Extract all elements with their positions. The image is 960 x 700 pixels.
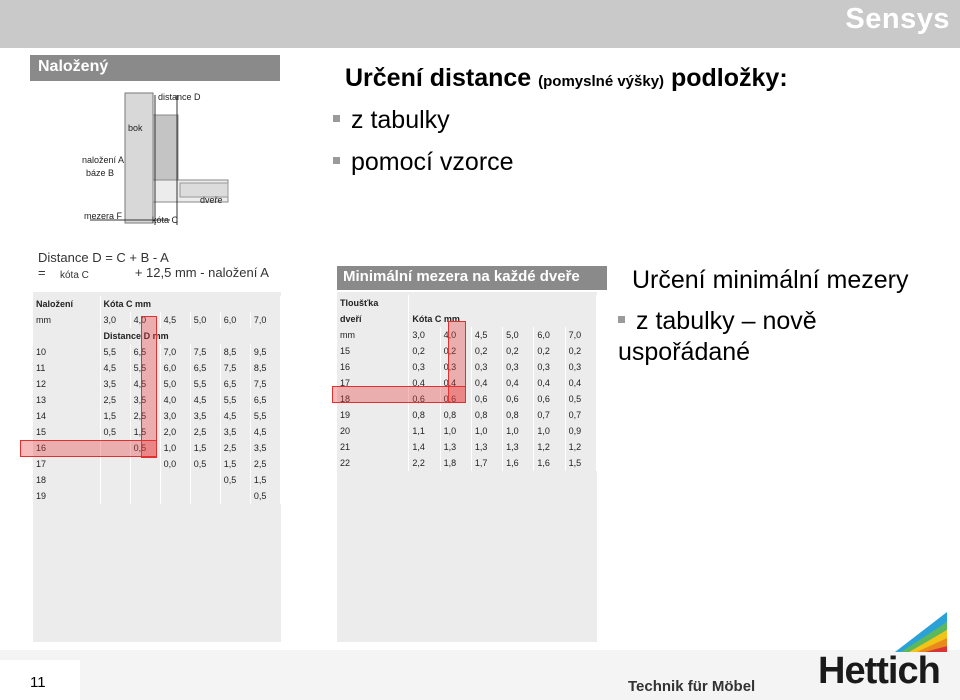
table-cell: 0,2 bbox=[503, 343, 534, 359]
table-cell: 0,6 bbox=[534, 391, 565, 407]
table-row bbox=[337, 439, 597, 455]
table-cell: 16 bbox=[33, 440, 100, 456]
table-cell: 0,6 bbox=[440, 391, 471, 407]
right-table-heading bbox=[337, 266, 607, 290]
label-dvere: dveře bbox=[200, 195, 223, 205]
column-header: dveří bbox=[337, 311, 409, 327]
table-cell: 1,6 bbox=[503, 455, 534, 471]
table-cell: 22 bbox=[337, 455, 409, 471]
table-cell: 6,5 bbox=[130, 344, 160, 360]
column-header: 7,0 bbox=[250, 312, 280, 328]
bullet-text: z tabulky – nově bbox=[636, 307, 817, 335]
table-cell: 6,0 bbox=[160, 360, 190, 376]
column-header: 3,0 bbox=[409, 327, 440, 343]
table-cell: 1,3 bbox=[471, 439, 502, 455]
hinge-diagram bbox=[30, 55, 280, 230]
column-header: 4,0 bbox=[440, 327, 471, 343]
table-cell: 1,0 bbox=[503, 423, 534, 439]
table-header-row bbox=[337, 311, 597, 327]
table-cell: 0,3 bbox=[534, 359, 565, 375]
table-cell: 0,5 bbox=[250, 488, 280, 504]
table-cell: 1,0 bbox=[534, 423, 565, 439]
table-cell: 1,2 bbox=[565, 439, 596, 455]
table-cell: 6,5 bbox=[190, 360, 220, 376]
table-cell: 15 bbox=[337, 343, 409, 359]
table-cell: 0,5 bbox=[100, 424, 130, 440]
table-cell bbox=[100, 488, 130, 504]
table-row bbox=[33, 488, 281, 504]
formula-eq: = bbox=[38, 265, 46, 280]
column-header: Naložení bbox=[33, 296, 100, 312]
column-header: 3,0 bbox=[100, 312, 130, 328]
column-header: 6,0 bbox=[534, 327, 565, 343]
table-cell: 5,5 bbox=[250, 408, 280, 424]
column-header: 6,0 bbox=[220, 312, 250, 328]
footer-tagline: Technik für Möbel bbox=[628, 678, 756, 695]
bullet-item bbox=[333, 148, 514, 177]
table-cell: 17 bbox=[337, 375, 409, 391]
brand-label: Sensys bbox=[845, 3, 950, 35]
slide-title bbox=[345, 64, 788, 93]
bullet-item bbox=[333, 106, 450, 135]
table-cell: 0,3 bbox=[409, 359, 440, 375]
table-cell: 0,2 bbox=[471, 343, 502, 359]
table-cell: 1,7 bbox=[471, 455, 502, 471]
table-cell bbox=[130, 472, 160, 488]
table-row bbox=[337, 455, 597, 471]
table-cell: 9,5 bbox=[250, 344, 280, 360]
table-cell: 1,3 bbox=[440, 439, 471, 455]
table-cell: 5,5 bbox=[100, 344, 130, 360]
table-cell: 18 bbox=[337, 391, 409, 407]
table-cell: 0,2 bbox=[440, 343, 471, 359]
table-cell: 0,8 bbox=[409, 407, 440, 423]
table-cell: 0,6 bbox=[471, 391, 502, 407]
table-cell: 15 bbox=[33, 424, 100, 440]
table-cell: 1,4 bbox=[409, 439, 440, 455]
highlight-row bbox=[20, 440, 157, 457]
hettich-logo: Hettich bbox=[818, 650, 940, 692]
page-number: 11 bbox=[30, 674, 46, 691]
table-cell: 0,3 bbox=[471, 359, 502, 375]
table-cell: 1,1 bbox=[409, 423, 440, 439]
column-header: Distance D mm bbox=[100, 328, 280, 344]
label-bok: bok bbox=[128, 123, 143, 133]
table-cell: 0,7 bbox=[534, 407, 565, 423]
table-cell: 16 bbox=[337, 359, 409, 375]
table-cell: 4,5 bbox=[190, 392, 220, 408]
table-cell: 0,6 bbox=[503, 391, 534, 407]
table-cell: 1,3 bbox=[503, 439, 534, 455]
table-cell: 1,5 bbox=[250, 472, 280, 488]
column-header: 5,0 bbox=[190, 312, 220, 328]
page-number-box bbox=[0, 660, 80, 700]
table-cell: 19 bbox=[337, 407, 409, 423]
table-cell: 0,8 bbox=[471, 407, 502, 423]
table-cell: 2,5 bbox=[220, 440, 250, 456]
table-header-row bbox=[33, 296, 281, 312]
table-cell: 6,5 bbox=[250, 392, 280, 408]
table-cell: 0,2 bbox=[534, 343, 565, 359]
column-header: 4,5 bbox=[160, 312, 190, 328]
table-cell: 7,0 bbox=[160, 344, 190, 360]
table-cell: 3,5 bbox=[100, 376, 130, 392]
column-header: Kóta C mm bbox=[100, 296, 280, 312]
table-cell bbox=[190, 488, 220, 504]
distance-table bbox=[33, 296, 281, 504]
table-cell: 4,5 bbox=[250, 424, 280, 440]
label-mezera-f: mezera F bbox=[84, 211, 123, 221]
footer-bar bbox=[0, 650, 960, 700]
table-cell: 0,4 bbox=[471, 375, 502, 391]
highlight-row bbox=[332, 386, 466, 403]
table-cell: 0,3 bbox=[503, 359, 534, 375]
column-header: 5,0 bbox=[503, 327, 534, 343]
table-cell: 0,2 bbox=[409, 343, 440, 359]
table-cell: 1,8 bbox=[440, 455, 471, 471]
table-cell: 0,4 bbox=[409, 375, 440, 391]
table-cell: 0,5 bbox=[130, 440, 160, 456]
diagram-heading-text: Naložený bbox=[38, 58, 109, 75]
table-cell: 7,5 bbox=[190, 344, 220, 360]
table-cell: 5,0 bbox=[160, 376, 190, 392]
table-cell: 0,4 bbox=[565, 375, 596, 391]
table-cell: 3,5 bbox=[190, 408, 220, 424]
table-cell: 6,5 bbox=[220, 376, 250, 392]
column-header: mm bbox=[33, 312, 100, 328]
table-row bbox=[337, 359, 597, 375]
table-cell: 3,0 bbox=[160, 408, 190, 424]
table-cell: 3,5 bbox=[250, 440, 280, 456]
table-row bbox=[33, 472, 281, 488]
column-header: Kóta C mm bbox=[409, 311, 597, 327]
table-header-row bbox=[337, 295, 597, 311]
bullet-text: pomocí vzorce bbox=[351, 148, 514, 176]
table-cell: 12 bbox=[33, 376, 100, 392]
table-cell: 0,3 bbox=[565, 359, 596, 375]
table-cell: 0,9 bbox=[565, 423, 596, 439]
title-end: podložky: bbox=[670, 64, 788, 92]
right-table-heading-text: Minimální mezera na každé dveře bbox=[343, 268, 580, 285]
table-cell: 0,5 bbox=[220, 472, 250, 488]
formula-line-1: Distance D = C + B - A bbox=[38, 250, 169, 265]
table-cell bbox=[130, 488, 160, 504]
table-header-row bbox=[337, 327, 597, 343]
bullet-text: z tabulky bbox=[351, 106, 450, 134]
table-cell: 10 bbox=[33, 344, 100, 360]
table-cell: 2,2 bbox=[409, 455, 440, 471]
table-cell: 5,5 bbox=[220, 392, 250, 408]
table-cell bbox=[33, 328, 100, 344]
table-cell: 0,3 bbox=[440, 359, 471, 375]
bullet-square-icon bbox=[333, 115, 340, 122]
column-header: 7,0 bbox=[565, 327, 596, 343]
table-cell: 2,5 bbox=[190, 424, 220, 440]
table-cell: 0,8 bbox=[440, 407, 471, 423]
table-cell: 1,2 bbox=[534, 439, 565, 455]
table-cell: 0,6 bbox=[409, 391, 440, 407]
table-cell: 7,5 bbox=[250, 376, 280, 392]
table-cell bbox=[130, 456, 160, 472]
title-small: (pomyslné výšky) bbox=[538, 73, 665, 90]
title-main: Určení distance bbox=[345, 64, 532, 92]
table-cell: 2,5 bbox=[130, 408, 160, 424]
label-nalozeni-a: naložení A bbox=[82, 155, 125, 165]
table-cell: 0,7 bbox=[565, 407, 596, 423]
table-cell: 1,0 bbox=[471, 423, 502, 439]
table-cell: 1,0 bbox=[440, 423, 471, 439]
table-cell: 20 bbox=[337, 423, 409, 439]
bullet-item bbox=[618, 306, 817, 368]
table-cell bbox=[190, 472, 220, 488]
table-cell: 0,0 bbox=[160, 456, 190, 472]
table-cell: 0,4 bbox=[440, 375, 471, 391]
table-row bbox=[337, 343, 597, 359]
formula-rest: + 12,5 mm - naložení A bbox=[134, 265, 269, 280]
table-cell: 4,5 bbox=[220, 408, 250, 424]
table-cell: 1,5 bbox=[130, 424, 160, 440]
table-row bbox=[33, 456, 281, 472]
table-cell: 3,5 bbox=[130, 392, 160, 408]
table-cell: 5,5 bbox=[130, 360, 160, 376]
table-cell bbox=[100, 472, 130, 488]
table-cell: 8,5 bbox=[250, 360, 280, 376]
table-cell: 1,5 bbox=[565, 455, 596, 471]
table-row bbox=[337, 407, 597, 423]
gap-table bbox=[337, 295, 597, 471]
table-cell: 4,5 bbox=[130, 376, 160, 392]
label-kota-c: kóta C bbox=[152, 215, 179, 225]
table-cell: 21 bbox=[337, 439, 409, 455]
table-cell: 4,0 bbox=[160, 392, 190, 408]
table-cell: 1,5 bbox=[220, 456, 250, 472]
bullet-text-cont: uspořádané bbox=[618, 338, 751, 366]
bullet-square-icon bbox=[333, 157, 340, 164]
table-cell bbox=[160, 488, 190, 504]
top-bar bbox=[0, 0, 960, 48]
table-cell: 5,5 bbox=[190, 376, 220, 392]
diagram-drawing bbox=[30, 55, 280, 230]
table-cell: 0,4 bbox=[503, 375, 534, 391]
table-cell bbox=[160, 472, 190, 488]
table-cell: 13 bbox=[33, 392, 100, 408]
label-baze-b: báze B bbox=[86, 168, 115, 178]
table-cell bbox=[100, 456, 130, 472]
bullet-square-icon bbox=[618, 316, 625, 323]
table-cell: 1,5 bbox=[190, 440, 220, 456]
hettich-logo-stripes bbox=[895, 612, 947, 652]
table-cell: 17 bbox=[33, 456, 100, 472]
table-cell: 4,5 bbox=[100, 360, 130, 376]
column-header: mm bbox=[337, 327, 409, 343]
table-cell: 2,0 bbox=[160, 424, 190, 440]
table-cell: 11 bbox=[33, 360, 100, 376]
table-row bbox=[337, 423, 597, 439]
table-cell: 0,2 bbox=[565, 343, 596, 359]
label-distance-d: distance D bbox=[158, 92, 201, 102]
table-cell: 1,6 bbox=[534, 455, 565, 471]
table-cell: 14 bbox=[33, 408, 100, 424]
table-cell: 1,0 bbox=[160, 440, 190, 456]
table-cell: 1,5 bbox=[100, 408, 130, 424]
table-cell: 7,5 bbox=[220, 360, 250, 376]
section-title: Určení minimální mezery bbox=[632, 266, 909, 294]
table-cell: 2,5 bbox=[100, 392, 130, 408]
table-cell: 0,5 bbox=[565, 391, 596, 407]
highlight-column bbox=[141, 316, 157, 458]
table-cell: 0,4 bbox=[534, 375, 565, 391]
column-header: 4,5 bbox=[471, 327, 502, 343]
column-header: 4,0 bbox=[130, 312, 160, 328]
table-cell: 0,5 bbox=[190, 456, 220, 472]
table-cell: 0,8 bbox=[503, 407, 534, 423]
table-cell: 3,5 bbox=[220, 424, 250, 440]
table-cell bbox=[409, 295, 597, 311]
table-cell: 2,5 bbox=[250, 456, 280, 472]
table-cell: 8,5 bbox=[220, 344, 250, 360]
formula-kota-c: kóta C bbox=[60, 270, 89, 281]
table-cell: 18 bbox=[33, 472, 100, 488]
table-cell: 19 bbox=[33, 488, 100, 504]
table-cell bbox=[220, 488, 250, 504]
column-header: Tloušťka bbox=[337, 295, 409, 311]
